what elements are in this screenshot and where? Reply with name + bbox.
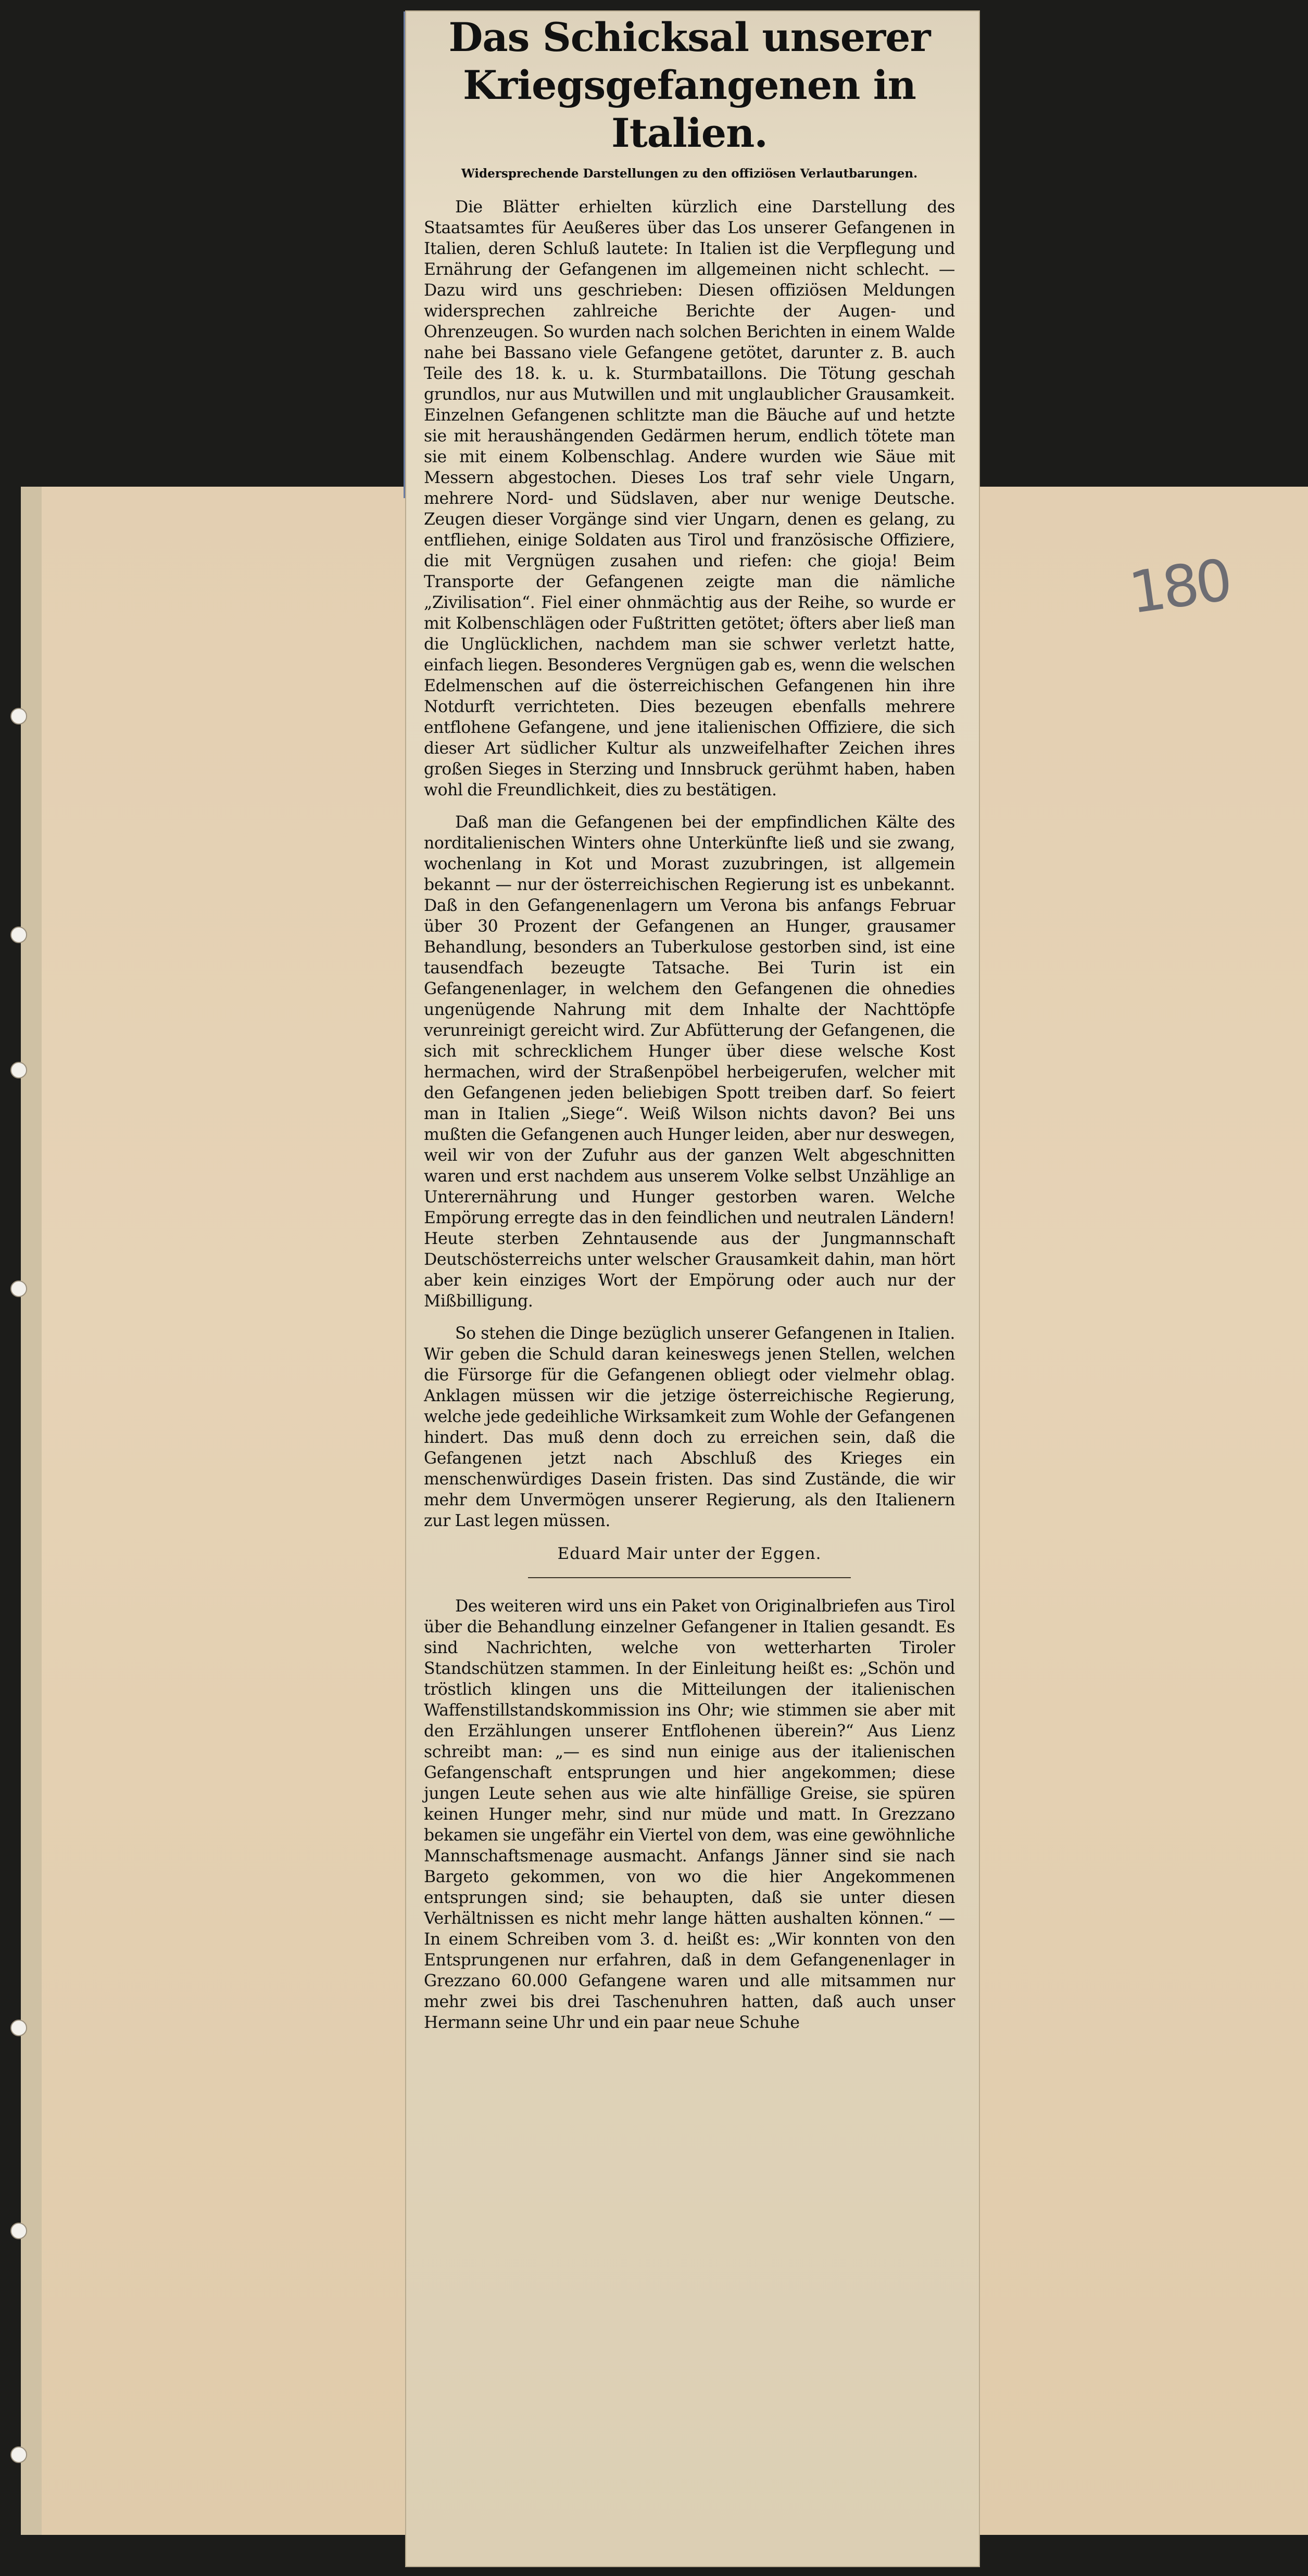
article-subheadline: Widersprechende Darstellungen zu den offiziösen Verlautbarungen. — [461, 167, 918, 181]
newspaper-clipping — [406, 11, 979, 2566]
punch-hole — [10, 2020, 27, 2036]
punch-hole — [10, 1280, 27, 1297]
article-paragraph: Daß man die Gefangenen bei der empfindlichen Kälte des norditalienischen Winters ohne Unterkünfte ließ und sie zwang, wochenlang in Kot und Morast zuzubringen, ist allgemein bekannt — nur der österreichischen Regierung ist es unbekannt. Daß in den Gefangenenlagern um Verona bis anfangs Februar über 30 Prozent der Gefangenen an Hunger, grausamer Behandlung, besonders an Tuberkulose gestorben sind, ist eine tausendfach bezeugte Tatsache. Bei Turin ist ein Gefangenenlager, in welchem den Gefangenen die ohnedies ungenügende Nahrung mit dem Inhalte der Nachttöpfe verunreinigt gereicht wird. Zur Abfütterung der Gefangenen, die sich mit schrecklichem Hunger über diese welsche Kost hermachen, wird der Straßenpöbel herbeigerufen, welcher mit den Gefangenen jeden beliebigen Spott treiben darf. So feiert man in Italien „Siege“. Weiß Wilson nichts davon? Bei uns mußten die Gefangenen auch Hunger leiden, aber nur deswegen, weil wir von der Zufuhr aus der ganzen Welt abgeschnitten waren und erst nachdem aus unserem Volke selbst Unzählige an Unterernährung und Hunger gestorben waren. Welche Empörung erregte das in den feindlichen und neutralen Ländern! Heute sterben Zehntausende aus der Jungmannschaft Deutschösterreichs unter welscher Grausamkeit dahin, man hört aber kein einziges Wort der Empörung oder auch nur der Mißbilligung. — [424, 813, 955, 1311]
punch-hole — [10, 2223, 27, 2239]
punch-hole — [10, 927, 27, 943]
article-headline: Das Schicksal unserer Kriegsgefangenen in Italien. — [448, 14, 930, 156]
punch-hole — [10, 2446, 27, 2463]
article-paragraph: Die Blätter erhielten kürzlich eine Darstellung des Staatsamtes für Aeußeres über das Los unserer Gefangenen in Italien, deren Schluß lautete: In Italien ist die Verpflegung und Ernährung der Gefangenen im allgemeinen nicht schlecht. — Dazu wird uns geschrieben: Diesen offiziösen Meldungen widersprechen zahlreiche Berichte der Augen- und Ohrenzeugen. So wurden nach solchen Berichten in einem Walde nahe bei Bassano viele Gefangene getötet, darunter z. B. auch Teile des 18. k. u. k. Sturmbataillons. Die Tötung geschah grundlos, nur aus Mutwillen und mit unglaublicher Grausamkeit. Einzelnen Gefangenen schlitzte man die Bäuche auf und hetzte sie mit heraushängenden Gedärmen herum, endlich tötete man sie mit einem Kolbenschlag. Andere wurden wie Säue mit Messern abgestochen. Dieses Los traf sehr viele Ungarn, mehrere Nord- und Südslaven, aber nur wenige Deutsche. Zeugen dieser Vorgänge sind vier Ungarn, denen es gelang, zu entfliehen, einige Soldaten aus Tirol und französische Offiziere, die mit Vergnügen zusahen und riefen: che gioja! Beim Transporte der Gefangenen zeigte man die nämliche „Zivilisation“. Fiel einer ohnmächtig aus der Reihe, so wurde er mit Kolbenschlägen oder Fußtritten getötet; öfters aber ließ man die Unglücklichen, nachdem man sie schwer verletzt hatte, einfach liegen. Besonderes Vergnügen gab es, wenn die welschen Edelmenschen auf die österreichischen Gefangenen hin ihre Notdurft verrichteten. Dies bezeugen ebenfalls mehrere entflohene Gefangene, und jene italienischen Offiziere, die sich dieser Art südlicher Kultur als unzweifelhafter Zeichen ihres großen Sieges in Sterzing und Innsbruck gerühmt haben, haben wohl die Freundlichkeit, dies zu bestätigen. — [424, 198, 955, 800]
punch-hole — [10, 708, 27, 725]
author-signature: Eduard Mair unter der Eggen. — [557, 1544, 822, 1563]
divider — [528, 1577, 851, 1578]
article-paragraph: Des weiteren wird uns ein Paket von Originalbriefen aus Tirol über die Behandlung einzelner Gefangener in Italien gesandt. Es sind Nachrichten, welche von wetterharten Tiroler Standschützen stammen. In der Einleitung heißt es: „Schön und tröstlich klingen uns die Mitteilungen der italienischen Waffenstillstandskommission ins Ohr; wie stimmen sie aber mit den Erzählungen unserer Entflohenen überein?“ Aus Lienz schreibt man: „— es sind nun einige aus der italienischen Gefangenschaft entsprungen und hier angekommen; diese jungen Leute sehen aus wie alte hinfällige Greise, sie spüren keinen Hunger mehr, sind nur müde und matt. In Grezzano bekamen sie ungefähr ein Viertel von dem, was eine gewöhnliche Mannschaftsmenage ausmacht. Anfangs Jänner sind sie nach Bargeto gekommen, von wo die hier Angekommenen entsprungen sind; sie behaupten, daß sie unter diesen Verhältnissen es nicht mehr lange hätten aushalten können.“ — In einem Schreiben vom 3. d. heißt es: „Wir konnten von den Entsprungenen nur erfahren, daß in dem Gefangenenlager in Grezzano 60.000 Gefangene waren und alle mitsammen nur mehr zwei bis drei Taschenuhren hatten, daß auch unser Hermann seine Uhr und ein paar neue Schuhe — [424, 1597, 955, 2032]
handwritten-page-number: 180 — [1125, 547, 1234, 627]
article-paragraph: So stehen die Dinge bezüglich unserer Gefangenen in Italien. Wir geben die Schuld daran keineswegs jenen Stellen, welchen die Fürsorge für die Gefangenen obliegt oder vielmehr oblag. Anklagen müssen wir die jetzige österreichische Regierung, welche jede gedeihliche Wirksamkeit zum Wohle der Gefangenen hindert. Das muß denn doch zu erreichen sein, daß die Gefangenen jetzt nach Abschluß des Krieges ein menschenwürdiges Dasein fristen. Das sind Zustände, die wir mehr dem Unvermögen unserer Regierung, als den Italienern zur Last legen müssen. — [424, 1324, 955, 1530]
punch-hole — [10, 1062, 27, 1078]
